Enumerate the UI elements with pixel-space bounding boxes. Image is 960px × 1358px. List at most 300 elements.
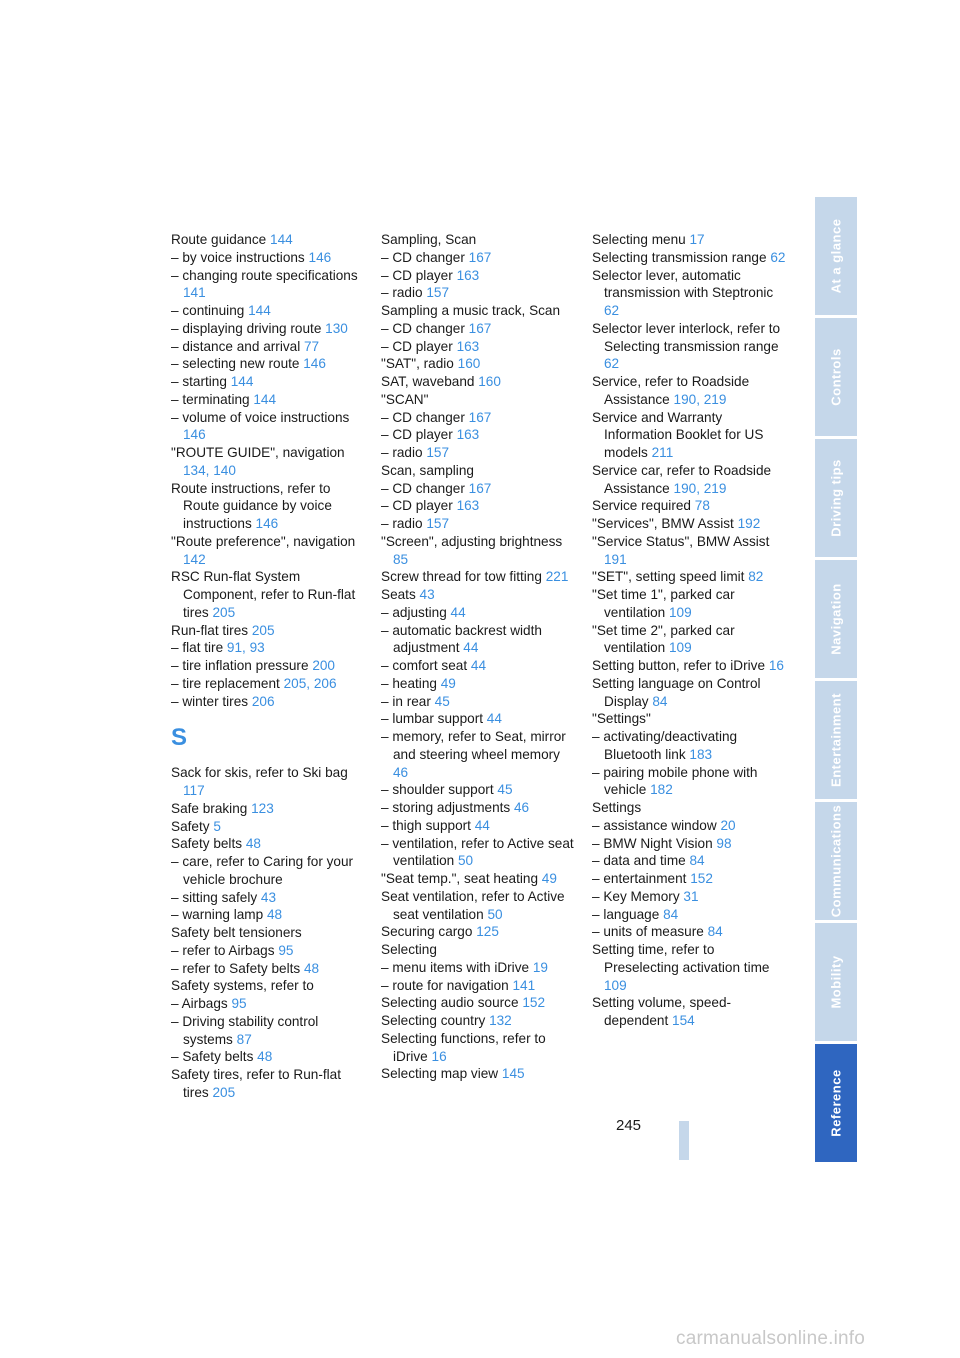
index-entry-page-link[interactable]: 98 xyxy=(716,835,732,851)
index-entry-page-link[interactable]: 123 xyxy=(251,800,274,816)
index-entry xyxy=(381,604,577,622)
index-entry xyxy=(171,942,367,960)
index-entry xyxy=(381,817,577,835)
index-entry xyxy=(381,799,577,817)
index-entry-term: – CD player xyxy=(381,338,453,354)
index-entry xyxy=(592,941,788,994)
index-entry-page-link[interactable]: 167 xyxy=(468,249,492,265)
index-entry xyxy=(171,231,367,249)
chapter-tab-entertainment[interactable] xyxy=(815,681,857,799)
index-entry xyxy=(171,267,367,303)
index-entry-page-link[interactable]: 146 xyxy=(308,249,332,265)
index-entry xyxy=(171,622,367,640)
index-entry-term: – tire inflation pressure xyxy=(171,658,309,673)
index-entry-term: Securing cargo xyxy=(381,924,473,940)
index-entry-term: Safety xyxy=(171,818,210,834)
index-entry-page-link[interactable]: 48 xyxy=(245,836,261,852)
index-entry-term: Safety tires, refer to Run-flat tires xyxy=(171,1067,341,1100)
index-entry-term: Selecting map view xyxy=(381,1066,499,1082)
index-entry-term: – tire replacement xyxy=(171,675,280,691)
index-entry xyxy=(381,959,577,977)
index-entry-term: – automatic backrest width adjustment xyxy=(381,622,542,656)
index-entry xyxy=(592,923,788,941)
index-entry-term: – refer to Safety belts xyxy=(171,960,301,976)
index-entry-page-link[interactable]: 91, 93 xyxy=(226,640,265,656)
index-entry-term: – continuing xyxy=(171,303,245,318)
index-entry-page-link[interactable]: 200 xyxy=(312,658,335,673)
index-entry-term: – winter tires xyxy=(171,693,249,709)
index-entry-page-link[interactable]: 44 xyxy=(474,817,490,833)
index-entry-page-link[interactable]: 167 xyxy=(468,320,492,336)
index-entry-page-link[interactable]: 141 xyxy=(512,977,536,993)
index-entry xyxy=(592,835,788,853)
index-entry xyxy=(171,480,367,533)
index-entry-term: – radio xyxy=(381,285,423,301)
index-entry xyxy=(592,906,788,924)
chapter-tab-mobility[interactable] xyxy=(815,923,857,1041)
index-entry-term: "Services", BMW Assist xyxy=(592,516,734,531)
index-entry-term: Service car, refer to Roadside Assistance xyxy=(592,462,772,496)
index-entry-term: – comfort seat xyxy=(381,658,468,673)
index-entry-page-link[interactable]: 84 xyxy=(663,906,679,922)
index-entry-page-link[interactable]: 49 xyxy=(541,871,557,886)
index-entry-page-link[interactable]: 160 xyxy=(478,374,501,389)
index-entry xyxy=(381,994,577,1012)
index-entry-page-link[interactable]: 45 xyxy=(497,782,513,798)
index-entry-page-link[interactable]: 82 xyxy=(748,569,764,585)
index-entry xyxy=(171,355,367,373)
index-entry xyxy=(381,835,577,871)
index-entry xyxy=(592,622,788,658)
index-entry-term: Route guidance xyxy=(171,232,267,247)
index-entry-page-link[interactable]: 163 xyxy=(456,427,480,443)
index-entry xyxy=(381,338,577,356)
index-entry xyxy=(592,817,788,835)
index-entry xyxy=(381,923,577,941)
index-entry-term: Setting time, refer to Preselecting activation time xyxy=(592,942,770,975)
index-entry-term: – distance and arrival xyxy=(171,338,301,354)
index-entry xyxy=(592,409,788,462)
index-entry-term: – language xyxy=(592,906,660,922)
index-entry-page-link[interactable]: 182 xyxy=(650,782,673,798)
chapter-tab-label: Navigation xyxy=(828,583,844,655)
index-entry xyxy=(171,320,367,338)
index-entry xyxy=(171,249,367,267)
index-entry xyxy=(171,533,367,569)
index-entry-term: – storing adjustments xyxy=(381,800,511,815)
index-entry-page-link[interactable]: 95 xyxy=(278,942,294,958)
index-entry-term: – CD changer xyxy=(381,320,465,336)
index-entry xyxy=(381,426,577,444)
index-entry-term: – volume of voice instructions xyxy=(171,409,350,425)
index-entry xyxy=(381,781,577,799)
index-entry-term: Settings xyxy=(592,800,642,815)
index-entry-page-link[interactable]: 157 xyxy=(426,445,450,460)
index-entry-page-link[interactable]: 77 xyxy=(304,338,320,354)
index-entry-term: – menu items with iDrive xyxy=(381,959,530,975)
index-entry-page-link[interactable]: 154 xyxy=(672,1013,695,1028)
index-entry-page-link[interactable]: 85 xyxy=(393,551,409,567)
index-entry xyxy=(592,320,788,373)
index-entry-term: – changing route specifications xyxy=(171,267,358,283)
index-entry-term: – by voice instructions xyxy=(171,249,305,265)
index-entry-term: – CD player xyxy=(381,427,453,443)
index-entry-page-link[interactable]: 130 xyxy=(325,320,348,336)
index-entry-term: Sampling, Scan xyxy=(381,232,477,247)
chapter-tabs xyxy=(815,197,857,1160)
index-entry xyxy=(171,889,367,907)
index-entry-page-link[interactable]: 183 xyxy=(689,746,713,762)
index-entry-term: – warning lamp xyxy=(171,907,264,923)
index-entry-term: Service, refer to Roadside Assistance xyxy=(592,374,750,407)
index-entry xyxy=(171,800,367,818)
index-entry xyxy=(171,657,367,675)
index-entry xyxy=(381,710,577,728)
index-entry-page-link[interactable]: 87 xyxy=(236,1031,252,1047)
index-entry-page-link[interactable]: 205, 206 xyxy=(283,675,337,691)
index-entry-page-link[interactable]: 43 xyxy=(260,889,277,905)
index-entry-term: – displaying driving route xyxy=(171,320,322,336)
index-entry-term: "Screen", adjusting brightness xyxy=(381,533,563,549)
index-entry xyxy=(381,462,577,480)
index-entry-term: – shoulder support xyxy=(381,782,494,798)
index-entry-page-link[interactable]: 221 xyxy=(545,569,569,585)
index-entry-page-link[interactable]: 144 xyxy=(253,391,277,407)
index-entry-page-link[interactable]: 44 xyxy=(470,658,487,673)
index-entry xyxy=(381,373,577,391)
index-entry-term: – data and time xyxy=(592,853,686,869)
index-entry xyxy=(381,267,577,285)
index-entry-page-link[interactable]: 167 xyxy=(468,480,492,496)
index-entry-term: – CD changer xyxy=(381,409,465,425)
index-entry-page-link[interactable]: 145 xyxy=(501,1066,525,1082)
index-entry xyxy=(592,533,788,569)
index-entry-term: – Key Memory xyxy=(592,888,680,904)
index-entry-page-link[interactable]: 84 xyxy=(652,693,668,709)
index-entry xyxy=(381,586,577,604)
index-entry-term: – in rear xyxy=(381,693,431,709)
index-entry-term: Sack for skis, refer to Ski bag xyxy=(171,765,348,781)
index-entry-page-link[interactable]: 49 xyxy=(440,675,456,691)
index-entry xyxy=(171,977,367,995)
index-entry-term: Selecting audio source xyxy=(381,995,519,1011)
page-number-bar xyxy=(679,1121,689,1160)
index-entry-term: – heating xyxy=(381,675,437,691)
index-entry-page-link[interactable]: 160 xyxy=(457,356,481,372)
index-entry-page-link[interactable]: 62 xyxy=(604,356,620,372)
index-entry xyxy=(381,1030,577,1066)
index-entry-page-link[interactable]: 146 xyxy=(303,356,326,372)
index-entry xyxy=(381,515,577,533)
index-column-1 xyxy=(171,231,367,1102)
index-entry-page-link[interactable]: 17 xyxy=(689,232,705,247)
index-entry-term: – starting xyxy=(171,374,227,389)
index-entry-page-link[interactable]: 163 xyxy=(456,267,480,283)
index-entry-page-link[interactable]: 48 xyxy=(304,960,320,976)
index-entry xyxy=(592,888,788,906)
index-entry-page-link[interactable]: 125 xyxy=(476,924,499,940)
chapter-tab-reference[interactable] xyxy=(815,1044,857,1162)
index-entry-term: – CD player xyxy=(381,498,453,514)
index-entry-page-link[interactable]: 20 xyxy=(720,817,736,833)
index-entry-page-link[interactable]: 84 xyxy=(707,924,723,940)
index-entry-term: "SET", setting speed limit xyxy=(592,569,745,585)
chapter-tab-navigation[interactable] xyxy=(815,560,857,678)
index-entry xyxy=(171,444,367,480)
index-entry-term: Safety systems, refer to xyxy=(171,978,314,994)
index-entry-term: – Safety belts xyxy=(171,1049,254,1065)
index-entry-term: "SCAN" xyxy=(381,391,429,407)
watermark: carmanualsonline.info xyxy=(676,1328,866,1349)
index-entry-term: – entertainment xyxy=(592,871,687,886)
index-entry-term: – activating/deactivating Bluetooth link xyxy=(592,729,738,762)
index-entry-page-link[interactable]: 146 xyxy=(255,516,279,531)
index-entry-term: Run-flat tires xyxy=(171,622,249,638)
index-entry xyxy=(592,497,788,515)
index-entry-term: Sampling a music track, Scan xyxy=(381,303,561,318)
index-entry-page-link[interactable]: 48 xyxy=(257,1049,273,1065)
index-entry-page-link[interactable]: 62 xyxy=(770,249,786,265)
index-entry xyxy=(381,320,577,338)
index-entry-page-link[interactable]: 19 xyxy=(532,959,548,975)
index-entry-term: Safety belts xyxy=(171,836,243,852)
index-entry-page-link[interactable]: 144 xyxy=(248,303,271,318)
index-entry-page-link[interactable]: 157 xyxy=(426,516,450,531)
index-entry xyxy=(592,373,788,409)
index-entry-page-link[interactable]: 44 xyxy=(463,640,479,656)
index-entry xyxy=(592,852,788,870)
index-entry xyxy=(381,444,577,462)
index-entry-page-link[interactable]: 44 xyxy=(486,711,502,727)
index-entry-term: Service required xyxy=(592,498,691,514)
index-entry xyxy=(381,533,577,569)
index-entry-term: Setting volume, speed-dependent xyxy=(592,995,732,1028)
index-entry-page-link[interactable]: 192 xyxy=(737,516,761,531)
index-entry xyxy=(592,267,788,320)
index-entry-term: Selector lever interlock, refer to Selecting transmission range xyxy=(592,320,781,354)
index-entry xyxy=(171,373,367,391)
chapter-tab-label: At a glance xyxy=(828,218,844,294)
index-entry xyxy=(592,870,788,888)
index-entry-page-link[interactable]: 46 xyxy=(514,800,530,815)
index-entry-page-link[interactable]: 163 xyxy=(456,338,480,354)
index-entry xyxy=(592,675,788,711)
index-entry-page-link[interactable]: 95 xyxy=(231,996,247,1011)
index-entry-page-link[interactable]: 141 xyxy=(183,285,206,301)
index-entry xyxy=(381,284,577,302)
index-entry xyxy=(381,391,577,409)
index-entry xyxy=(171,338,367,356)
index-entry-term: – refer to Airbags xyxy=(171,942,275,958)
index-entry-term: "Seat temp.", seat heating xyxy=(381,871,539,886)
index-entry-term: – memory, refer to Seat, mirror and steering wheel memory xyxy=(381,729,566,762)
index-entry-term: Scan, sampling xyxy=(381,462,474,478)
chapter-tab-label: Controls xyxy=(828,348,844,406)
index-entry-term: Seats xyxy=(381,587,416,602)
index-entry-page-link[interactable]: 45 xyxy=(434,693,450,709)
index-entry-term: – selecting new route xyxy=(171,356,300,372)
index-entry xyxy=(381,355,577,373)
index-entry xyxy=(592,799,788,817)
index-entry xyxy=(171,924,367,942)
index-entry xyxy=(381,675,577,693)
index-entry-page-link[interactable]: 50 xyxy=(458,853,474,869)
index-entry-page-link[interactable]: 16 xyxy=(431,1048,447,1064)
index-entry-term: – Airbags xyxy=(171,996,228,1011)
index-entry-term: Screw thread for tow fitting xyxy=(381,569,542,585)
index-entry xyxy=(381,249,577,267)
index-entry-page-link[interactable]: 134, 140 xyxy=(183,462,236,478)
index-entry xyxy=(381,693,577,711)
index-entry-term: "Set time 2", parked car ventilation xyxy=(592,622,735,656)
index-entry-term: "Service Status", BMW Assist xyxy=(592,533,770,549)
index-entry-page-link[interactable]: 31 xyxy=(683,888,699,904)
index-entry xyxy=(381,568,577,586)
index-entry xyxy=(381,480,577,498)
index-entry-term: – flat tire xyxy=(171,640,224,656)
index-entry-page-link[interactable]: 152 xyxy=(522,995,546,1011)
index-entry-page-link[interactable]: 206 xyxy=(251,693,275,709)
index-entry-page-link[interactable]: 190, 219 xyxy=(673,391,727,407)
index-entry-term: – assistance window xyxy=(592,817,717,833)
index-entry xyxy=(171,818,367,836)
index-entry-term: "Settings" xyxy=(592,711,651,727)
index-entry xyxy=(381,728,577,781)
index-entry xyxy=(171,960,367,978)
index-entry-term: – radio xyxy=(381,445,423,460)
index-entry xyxy=(592,586,788,622)
index-entry-term: "ROUTE GUIDE", navigation xyxy=(171,445,345,460)
index-entry-term: "Route preference", navigation xyxy=(171,533,356,549)
index-entry xyxy=(171,693,367,711)
index-entry xyxy=(381,941,577,959)
chapter-tab-driving-tips[interactable] xyxy=(815,439,857,557)
index-entry-page-link[interactable]: 163 xyxy=(456,498,480,514)
index-entry xyxy=(381,870,577,888)
chapter-tab-controls[interactable] xyxy=(815,318,857,436)
index-entry xyxy=(381,302,577,320)
index-entry-page-link[interactable]: 16 xyxy=(768,658,784,673)
index-entry-page-link[interactable]: 48 xyxy=(266,907,283,923)
index-entry xyxy=(592,462,788,498)
index-entry xyxy=(171,568,367,621)
index-entry-page-link[interactable]: 78 xyxy=(694,498,710,514)
index-entry-term: "SAT", radio xyxy=(381,356,454,372)
index-entry-term: – care, refer to Caring for your vehicle brochure xyxy=(171,854,354,887)
index-entry-term: – terminating xyxy=(171,391,250,407)
index-entry xyxy=(381,657,577,675)
index-entry xyxy=(592,764,788,800)
index-entry xyxy=(381,1065,577,1083)
index-entry-term: Safe braking xyxy=(171,800,248,816)
index-entry-page-link[interactable]: 191 xyxy=(604,551,627,567)
index-entry xyxy=(171,853,367,889)
index-entry xyxy=(381,1012,577,1030)
index-entry-page-link[interactable]: 152 xyxy=(690,871,713,886)
index-entry-page-link[interactable]: 62 xyxy=(604,303,620,318)
index-entry-page-link[interactable]: 146 xyxy=(183,427,206,443)
index-entry xyxy=(171,1048,367,1066)
index-entry-term: Selecting xyxy=(381,942,437,957)
index-entry-page-link[interactable]: 205 xyxy=(212,1084,236,1100)
index-entry xyxy=(171,835,367,853)
index-entry-term: Service and Warranty Information Booklet for US models xyxy=(592,409,764,460)
index-entry-term: Selecting functions, refer to iDrive xyxy=(381,1030,546,1064)
index-entry xyxy=(381,409,577,427)
index-entry-term: SAT, waveband xyxy=(381,374,475,389)
index-entry xyxy=(171,1066,367,1102)
index-entry-page-link[interactable]: 5 xyxy=(213,818,221,834)
index-entry xyxy=(381,231,577,249)
index-entry-page-link[interactable]: 117 xyxy=(183,783,205,798)
index-entry-term: – BMW Night Vision xyxy=(592,835,713,851)
index-entry-page-link[interactable]: 132 xyxy=(489,1013,512,1028)
index-entry xyxy=(381,977,577,995)
index-entry-term: – adjusting xyxy=(381,604,447,620)
index-entry-page-link[interactable]: 157 xyxy=(426,285,450,301)
index-entry-page-link[interactable]: 50 xyxy=(487,906,503,922)
index-entry xyxy=(592,515,788,533)
index-entry-page-link[interactable]: 109 xyxy=(669,604,692,620)
index-entry-term: – CD changer xyxy=(381,480,465,496)
index-entry-page-link[interactable]: 205 xyxy=(212,604,236,620)
index-entry-term: – units of measure xyxy=(592,924,704,940)
index-entry xyxy=(592,994,788,1030)
index-entry xyxy=(381,888,577,924)
index-entry-page-link[interactable]: 109 xyxy=(604,977,627,993)
index-entry-term: Safety belt tensioners xyxy=(171,925,302,940)
chapter-tab-label: Mobility xyxy=(828,955,844,1009)
index-entry-page-link[interactable]: 205 xyxy=(251,622,275,638)
index-entry-term: – sitting safely xyxy=(171,889,258,905)
index-entry-term: – pairing mobile phone with vehicle xyxy=(592,764,758,798)
index-entry-term: "Set time 1", parked car ventilation xyxy=(592,587,735,620)
index-entry xyxy=(381,622,577,658)
chapter-tab-communications[interactable] xyxy=(815,802,857,920)
index-entry xyxy=(171,639,367,657)
index-entry-page-link[interactable]: 190, 219 xyxy=(673,480,727,496)
index-entry-term: Selecting transmission range xyxy=(592,249,767,265)
index-entry-page-link[interactable]: 144 xyxy=(230,374,254,389)
index-entry-term: RSC Run-flat System Component, refer to Run-flat tires xyxy=(171,569,356,620)
index-entry xyxy=(381,497,577,515)
index-entry-page-link[interactable]: 211 xyxy=(651,445,674,460)
index-entry-term: Selector lever, automatic transmission with Steptronic xyxy=(592,267,774,301)
index-entry-term: – CD player xyxy=(381,267,453,283)
index-entry xyxy=(171,409,367,445)
chapter-tab-at-a-glance[interactable] xyxy=(815,197,857,315)
chapter-tab-label: Entertainment xyxy=(828,693,844,787)
index-entry-term: Seat ventilation, refer to Active seat ventilation xyxy=(381,888,565,922)
index-entry-page-link[interactable]: 44 xyxy=(450,604,466,620)
index-entry xyxy=(171,1013,367,1049)
index-entry-page-link[interactable]: 46 xyxy=(393,764,409,780)
index-entry-page-link[interactable]: 167 xyxy=(468,409,492,425)
index-entry-term: Route instructions, refer to Route guidance by voice instructions xyxy=(171,480,332,531)
index-entry xyxy=(171,302,367,320)
index-entry xyxy=(592,249,788,267)
index-entry-page-link[interactable]: 43 xyxy=(419,587,435,602)
index-entry-page-link[interactable]: 84 xyxy=(689,853,705,869)
index-letter-heading: S xyxy=(171,724,188,752)
index-entry-page-link[interactable]: 109 xyxy=(669,640,692,656)
index-entry-page-link[interactable]: 142 xyxy=(183,551,206,567)
index-entry-term: – thigh support xyxy=(381,817,471,833)
index-entry-term: Selecting menu xyxy=(592,232,686,247)
chapter-tab-label: Driving tips xyxy=(828,459,844,537)
index-entry-page-link[interactable]: 144 xyxy=(270,232,293,247)
index-entry-term: Selecting country xyxy=(381,1013,486,1028)
